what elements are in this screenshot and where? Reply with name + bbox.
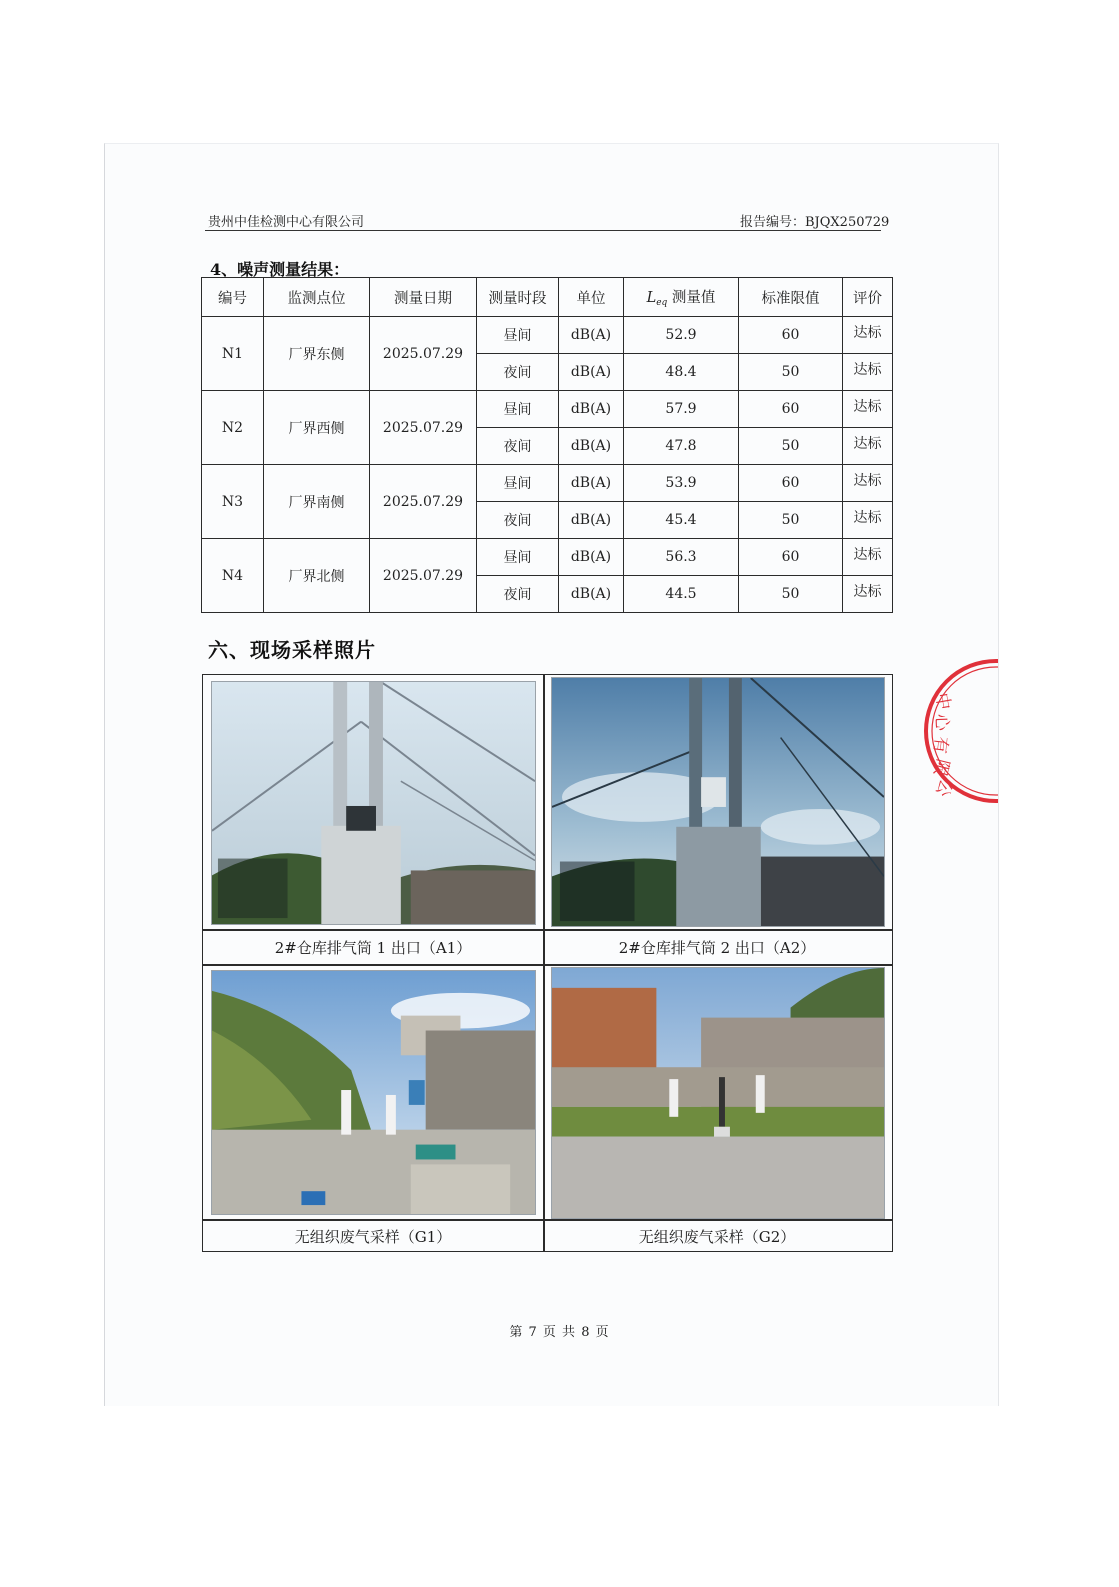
cell-limit: 50 [739,428,843,465]
header-report-number: 报告编号：BJQX250729 [740,215,890,230]
cell-location: 厂界北侧 [264,539,370,613]
cell-period: 昼间 [477,539,559,576]
cell-date: 2025.07.29 [370,539,477,613]
cell-date: 2025.07.29 [370,465,477,539]
cell-period: 夜间 [477,354,559,391]
cell-eval [843,502,893,539]
cell-limit: 60 [739,317,843,354]
photo-a1-exhaust-stack [211,681,536,925]
col-header-location: 监测点位 [264,278,370,317]
cell-eval [843,354,893,391]
leq-symbol: L [646,290,657,306]
cell-eval [843,428,893,465]
cell-leq-value: 57.9 [624,391,739,428]
cell-eval [843,576,893,613]
cell-leq-value: 52.9 [624,317,739,354]
cell-leq-value: 47.8 [624,428,739,465]
eval-result: 达标 [853,584,882,600]
cell-limit: 60 [739,465,843,502]
col-header-date: 测量日期 [370,278,477,317]
photo-a1-caption: 2#仓库排气筒 1 出口（A1） [274,939,472,957]
eval-result: 达标 [853,362,882,378]
eval-result: 达标 [853,436,882,452]
grid-divider-vertical [543,675,545,1251]
col-header-limit: 标准限值 [739,278,843,317]
svg-text:有: 有 [929,735,951,755]
col-header-leq [624,278,739,317]
photo-g2-fugitive-gas-sampling [551,967,885,1219]
cell-period: 夜间 [477,428,559,465]
cell-leq-value: 48.4 [624,354,739,391]
header-rule [205,230,881,231]
cell-point-no: N4 [202,539,264,613]
cell-unit: dB(A) [559,317,624,354]
noise-results-table [201,277,893,613]
cell-leq-value: 44.5 [624,576,739,613]
photo-a2-caption: 2#仓库排气筒 2 出口（A2） [618,939,816,957]
cell-unit: dB(A) [559,465,624,502]
cell-unit: dB(A) [559,428,624,465]
leq-label: 测量值 [671,290,716,306]
grid-divider [203,929,892,931]
cell-leq-value: 56.3 [624,539,739,576]
eval-result: 达标 [853,325,882,341]
header-company: 贵州中佳检测中心有限公司 [208,215,365,230]
cell-eval [843,317,893,354]
cell-limit: 60 [739,391,843,428]
svg-text:中: 中 [931,691,954,712]
col-header-period: 测量时段 [477,278,559,317]
table-row [202,391,893,428]
noise-section-title: 4、噪声测量结果： [210,260,350,279]
cell-unit: dB(A) [559,354,624,391]
photo-g1-fugitive-gas-sampling [211,970,536,1215]
leq-subscript: eq [656,298,668,308]
table-header-row [202,278,893,317]
eval-result: 达标 [853,547,882,563]
photos-section-title: 六、现场采样照片 [208,638,376,662]
table-row [202,539,893,576]
cell-period: 昼间 [477,465,559,502]
grid-divider [203,964,892,966]
table-row [202,465,893,502]
grid-divider [203,1219,892,1221]
cell-date: 2025.07.29 [370,391,477,465]
svg-text:公: 公 [930,776,956,800]
cell-period: 昼间 [477,391,559,428]
photo-g1-caption: 无组织废气采样（G1） [294,1228,452,1246]
cell-limit: 50 [739,354,843,391]
svg-text:心: 心 [931,713,952,732]
cell-period: 夜间 [477,502,559,539]
eval-result: 达标 [853,510,882,526]
col-header-no: 编号 [202,278,264,317]
col-header-eval: 评价 [843,278,893,317]
cell-point-no: N1 [202,317,264,391]
cell-eval [843,465,893,502]
cell-limit: 50 [739,576,843,613]
cell-unit: dB(A) [559,539,624,576]
cell-unit: dB(A) [559,391,624,428]
cell-eval [843,539,893,576]
photo-g2-caption: 无组织废气采样（G2） [638,1228,796,1246]
photo-grid [202,674,893,1252]
cell-leq-value: 45.4 [624,502,739,539]
eval-result: 达标 [853,399,882,415]
cell-limit: 50 [739,502,843,539]
cell-point-no: N3 [202,465,264,539]
table-row [202,317,893,354]
cell-location: 厂界西侧 [264,391,370,465]
cell-unit: dB(A) [559,576,624,613]
cell-eval [843,391,893,428]
cell-period: 夜间 [477,576,559,613]
svg-text:限: 限 [929,756,953,779]
cell-period: 昼间 [477,317,559,354]
cell-unit: dB(A) [559,502,624,539]
photo-a2-exhaust-stack [551,677,885,927]
cell-limit: 60 [739,539,843,576]
cell-location: 厂界东侧 [264,317,370,391]
cell-leq-value: 53.9 [624,465,739,502]
eval-result: 达标 [853,473,882,489]
page-footer-number: 第 7 页 共 8 页 [509,1325,610,1340]
col-header-unit: 单位 [559,278,624,317]
company-seal-stamp [918,656,998,806]
cell-date: 2025.07.29 [370,317,477,391]
cell-location: 厂界南侧 [264,465,370,539]
cell-point-no: N2 [202,391,264,465]
